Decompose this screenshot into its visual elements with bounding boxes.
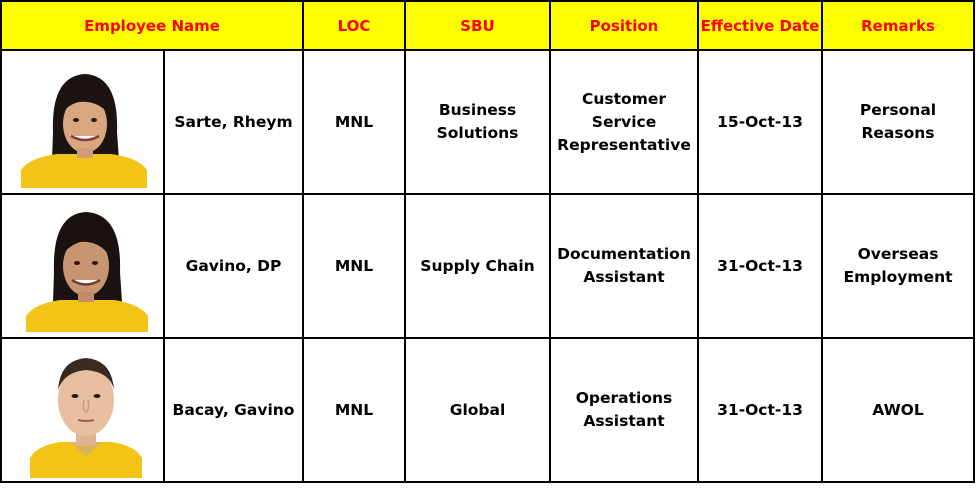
- table-row: [1, 338, 974, 482]
- header-effective-date: Effective Date: [698, 1, 822, 50]
- remarks-cell: AWOL: [822, 338, 974, 482]
- table-row: [1, 50, 974, 194]
- effective-date-cell: 31-Oct-13: [698, 194, 822, 338]
- loc-cell: MNL: [303, 338, 405, 482]
- header-remarks: Remarks: [822, 1, 974, 50]
- header-sbu: SBU: [405, 1, 550, 50]
- effective-date-cell: 15-Oct-13: [698, 50, 822, 194]
- employee-photo-cell: [1, 338, 164, 482]
- effective-date-cell: 31-Oct-13: [698, 338, 822, 482]
- header-position: Position: [550, 1, 698, 50]
- table-row: [1, 194, 974, 338]
- employee-name-cell: Sarte, Rheym: [164, 50, 303, 194]
- position-cell: Customer Service Representative: [550, 50, 698, 194]
- sbu-cell: Business Solutions: [405, 50, 550, 194]
- remarks-cell: Personal Reasons: [822, 50, 974, 194]
- remarks-cell: Overseas Employment: [822, 194, 974, 338]
- position-cell: Operations Assistant: [550, 338, 698, 482]
- employee-photo-cell: [1, 50, 164, 194]
- employee-photo-cell: [1, 194, 164, 338]
- employee-name-cell: Bacay, Gavino: [164, 338, 303, 482]
- header-employee-name: Employee Name: [1, 1, 303, 50]
- employee-photo: [30, 350, 142, 478]
- employee-name-cell: Gavino, DP: [164, 194, 303, 338]
- loc-cell: MNL: [303, 194, 405, 338]
- loc-cell: MNL: [303, 50, 405, 194]
- header-row: [1, 1, 974, 50]
- employee-photo: [21, 62, 147, 188]
- employee-photo: [26, 206, 148, 332]
- header-loc: LOC: [303, 1, 405, 50]
- sbu-cell: Global: [405, 338, 550, 482]
- position-cell: Documentation Assistant: [550, 194, 698, 338]
- sbu-cell: Supply Chain: [405, 194, 550, 338]
